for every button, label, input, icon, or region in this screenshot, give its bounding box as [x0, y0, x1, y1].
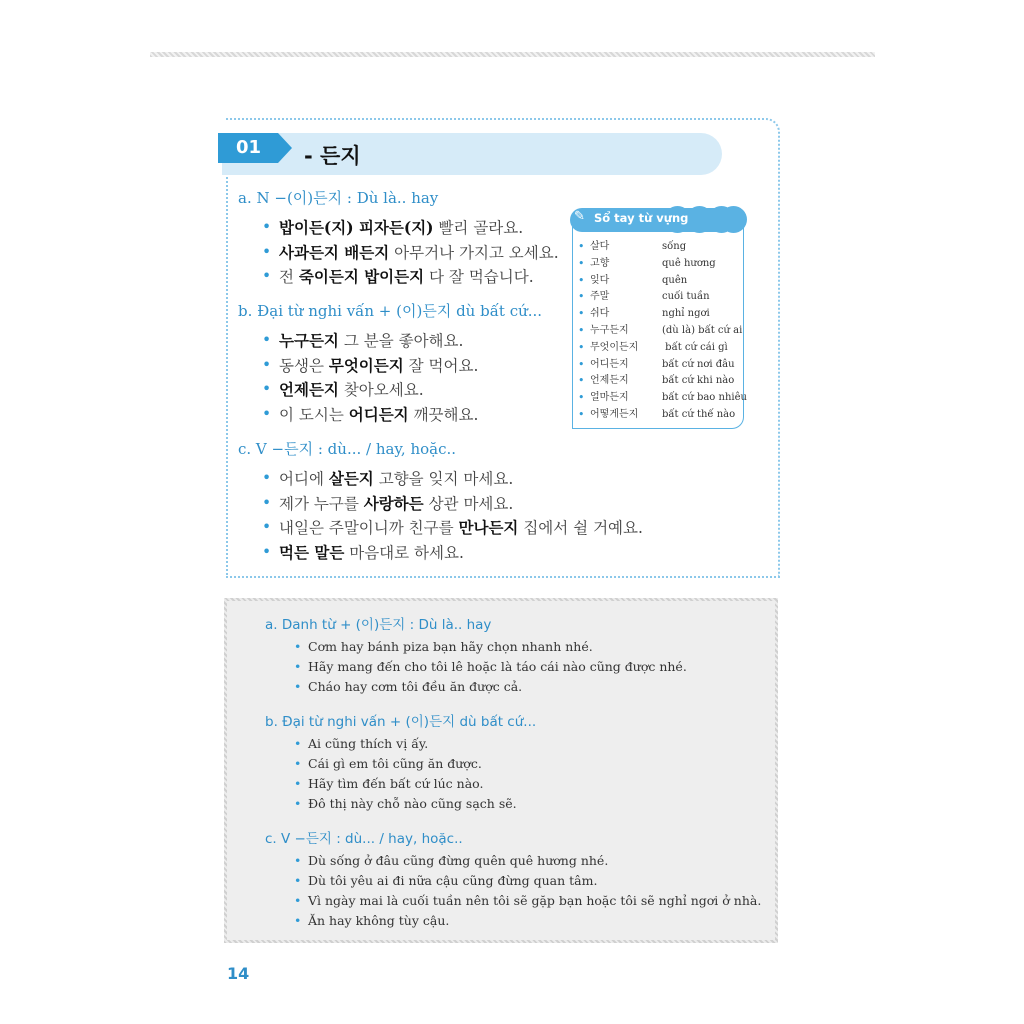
- vocab-list: [578, 239, 747, 424]
- translation-a-heading: a. Danh từ + (이)든지 : Dù là.. hay: [265, 617, 492, 633]
- list-item: • 제가 누구를 사랑하든 상관 마세요.: [262, 492, 643, 517]
- translation-b-list: [294, 734, 517, 814]
- vocab-item: • 누구든지 (dù là) bất cứ ai: [578, 323, 747, 340]
- vocab-item: • 살다 sống: [578, 239, 747, 256]
- translation-c-heading: c. V −든지 : dù... / hay, hoặc..: [265, 831, 463, 847]
- list-item: • Hãy mang đến cho tôi lê hoặc là táo cái nào cũng được nhé.: [294, 657, 687, 677]
- vocab-item: • 어떻게든지 bất cứ thế nào: [578, 407, 747, 424]
- list-item: • Hãy tìm đến bất cứ lúc nào.: [294, 774, 517, 794]
- section-c-heading: c. V −든지 : dù... / hay, hoặc..: [238, 440, 457, 458]
- lesson-frame-left: [226, 165, 228, 575]
- list-item: • Dù tôi yêu ai đi nữa cậu cũng đừng quan tâm.: [294, 871, 761, 891]
- translation-b-heading: b. Đại từ nghi vấn + (이)든지 dù bất cứ...: [265, 714, 537, 730]
- lesson-number: 01: [218, 133, 278, 163]
- translation-a-list: [294, 637, 687, 697]
- vocab-item: • 주말 cuối tuần: [578, 289, 747, 306]
- list-item: • Dù sống ở đâu cũng đừng quên quê hương nhé.: [294, 851, 761, 871]
- list-item: • 사과든지 배든지 아무거나 가지고 오세요.: [262, 241, 559, 266]
- section-b-heading: b. Đại từ nghi vấn + (이)든지 dù bất cứ...: [238, 302, 543, 320]
- top-divider: [150, 52, 875, 57]
- list-item: • 누구든지 그 분을 좋아해요.: [262, 329, 478, 354]
- section-a-heading: a. N −(이)든지 : Dù là.. hay: [238, 189, 439, 207]
- list-item: • 어디에 살든지 고향을 잊지 마세요.: [262, 467, 643, 492]
- list-item: • 전 죽이든지 밥이든지 다 잘 먹습니다.: [262, 265, 559, 290]
- list-item: • Cái gì em tôi cũng ăn được.: [294, 754, 517, 774]
- list-item: • Đô thị này chỗ nào cũng sạch sẽ.: [294, 794, 517, 814]
- list-item: • Ăn hay không tùy cậu.: [294, 911, 761, 931]
- pencil-icon: ✎: [574, 209, 585, 224]
- list-item: • Vì ngày mai là cuối tuần nên tôi sẽ gặp bạn hoặc tôi sẽ nghỉ ngơi ở nhà.: [294, 891, 761, 911]
- list-item: • 이 도시는 어디든지 깨끗해요.: [262, 403, 478, 428]
- list-item: • Cơm hay bánh piza bạn hãy chọn nhanh nhé.: [294, 637, 687, 657]
- list-item: • 먹든 말든 마음대로 하세요.: [262, 541, 643, 566]
- section-b-examples: [262, 329, 478, 427]
- list-item: • Ai cũng thích vị ấy.: [294, 734, 517, 754]
- page-number: 14: [227, 964, 250, 983]
- vocab-item: • 얼마든지 bất cứ bao nhiêu: [578, 390, 747, 407]
- vocab-item: • 쉬다 nghỉ ngơi: [578, 306, 747, 323]
- list-item: • 밥이든(지) 피자든(지) 빨리 골라요.: [262, 216, 559, 241]
- vocab-item: • 무엇이든지 bất cứ cái gì: [578, 340, 747, 357]
- list-item: • 동생은 무엇이든지 잘 먹어요.: [262, 354, 478, 379]
- vocab-header: [570, 206, 744, 233]
- section-c-examples: [262, 467, 643, 565]
- vocab-item: • 어디든지 bất cứ nơi đâu: [578, 357, 747, 374]
- translation-c-list: [294, 851, 761, 931]
- lesson-title: - 든지: [304, 144, 361, 168]
- vocab-item: • 고향 quê hương: [578, 256, 747, 273]
- section-a-examples: [262, 216, 559, 290]
- vocab-item: • 언제든지 bất cứ khi nào: [578, 373, 747, 390]
- list-item: • 내일은 주말이니까 친구를 만나든지 집에서 쉴 거예요.: [262, 516, 643, 541]
- vocab-title: Sổ tay từ vựng: [594, 211, 689, 225]
- lesson-title-bar: [222, 133, 722, 175]
- list-item: • Cháo hay cơm tôi đều ăn được cả.: [294, 677, 687, 697]
- list-item: • 언제든지 찾아오세요.: [262, 378, 478, 403]
- vocab-item: • 잊다 quên: [578, 273, 747, 290]
